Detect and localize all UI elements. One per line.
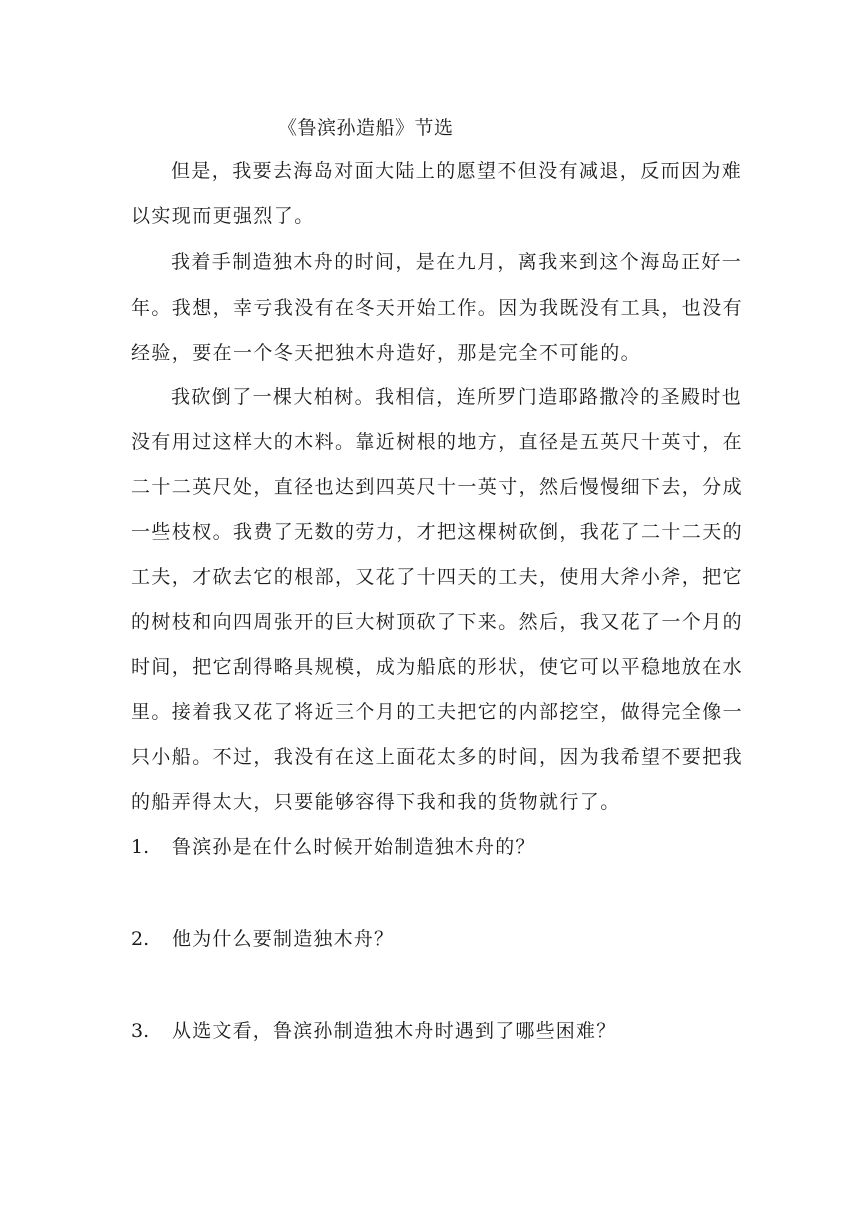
paragraph-3-line-9: 只小船。不过，我没有在这上面花太多的时间，因为我希望不要把我 [131,746,744,768]
paragraph-2-line-1: 我着手制造独木舟的时间，是在九月，离我来到这个海岛正好一 [171,251,743,273]
document-title: 《鲁滨孙造船》节选 [278,117,454,139]
question-2-number: 2. [131,928,150,950]
paragraph-3-line-5: 工夫，才砍去它的根部，又花了十四天的工夫，使用大斧小斧，把它 [131,566,744,588]
question-2-text: 他为什么要制造独木舟？ [172,928,395,950]
paragraph-3-line-4: 一些枝杈。我费了无数的劳力，才把这棵树砍倒，我花了二十二天的 [131,521,744,543]
question-3-number: 3. [131,1020,150,1042]
question-1-text: 鲁滨孙是在什么时候开始制造独木舟的？ [172,836,536,858]
paragraph-3-line-8: 里。接着我又花了将近三个月的工夫把它的内部挖空，做得完全像一 [131,701,744,723]
question-1-number: 1. [131,836,150,858]
question-3-text: 从选文看，鲁滨孙制造独木舟时遇到了哪些困难？ [172,1020,617,1042]
paragraph-3-line-1: 我砍倒了一棵大柏树。我相信，连所罗门造耶路撒冷的圣殿时也 [171,386,743,408]
paragraph-3-line-6: 的树枝和向四周张开的巨大树顶砍了下来。然后，我又花了一个月的 [131,611,744,633]
paragraph-2-line-3: 经验，要在一个冬天把独木舟造好，那是完全不可能的。 [131,342,642,364]
paragraph-3-line-2: 没有用过这样大的木料。靠近树根的地方，直径是五英尺十英寸，在 [131,431,744,453]
paragraph-3-line-7: 时间，把它刮得略具规模，成为船底的形状，使它可以平稳地放在水 [131,656,744,678]
paragraph-2-line-2: 年。我想，幸亏我没有在冬天开始工作。因为我既没有工具，也没有 [131,297,744,319]
paragraph-1-line-1: 但是，我要去海岛对面大陆上的愿望不但没有减退，反而因为难 [171,160,743,182]
paragraph-1-line-2: 以实现而更强烈了。 [131,205,315,227]
paragraph-3-line-10: 的船弄得太大，只要能够容得下我和我的货物就行了。 [131,791,621,813]
paragraph-3-line-3: 二十二英尺处，直径也达到四英尺十一英寸，然后慢慢细下去，分成 [131,476,744,498]
